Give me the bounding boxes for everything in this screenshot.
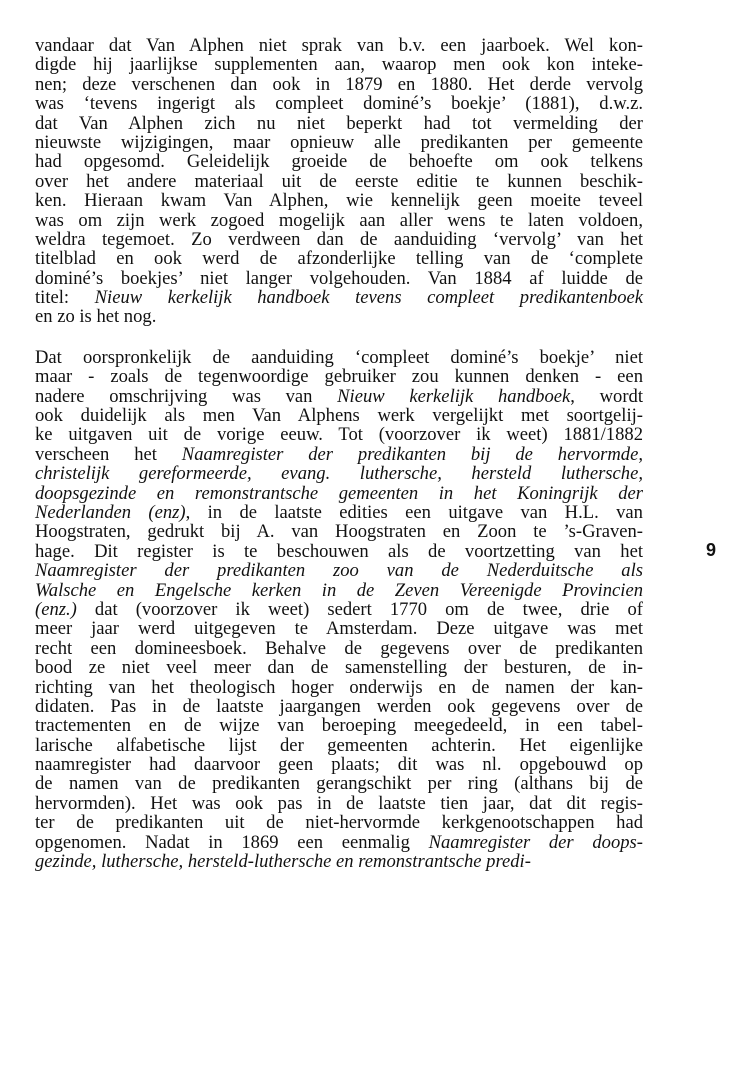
line-text: had opgesomd. Geleidelijk groeide de behoefte om ook telkens: [35, 151, 643, 173]
italic-title-text: Naamregister der doops-: [428, 831, 643, 853]
line-text: titel:: [35, 287, 95, 309]
text-line: [35, 522, 643, 541]
paragraph-gap: [35, 327, 643, 348]
text-column: [35, 36, 643, 871]
text-line: [35, 561, 643, 580]
line-text: ken. Hieraan kwam Van Alphen, wie kennelijk geen moeite teveel: [35, 190, 643, 212]
line-text: naamregister had daarvoor geen plaats; dit was nl. opgebouwd op: [35, 754, 643, 776]
italic-title-text: Naamregister der predikanten zoo van de Nederduitsche als: [35, 560, 643, 582]
line-text: verscheen het: [35, 443, 182, 465]
line-text: Dat oorspronkelijk de aanduiding ‘compleet dominé’s boekje’ niet: [35, 346, 643, 368]
italic-title-text: gezinde, luthersche, hersteld-luthersche en remonstrantsche predi-: [35, 851, 531, 873]
line-text: de namen van de predikanten gerangschikt per ring (althans bij de: [35, 773, 643, 795]
text-line: [35, 484, 643, 503]
line-text: larische alfabetische lijst der gemeenten achterin. Het eigenlijke: [35, 734, 643, 756]
text-line: [35, 774, 643, 793]
text-line: [35, 445, 643, 464]
text-line: [35, 230, 643, 249]
line-text: ook duidelijk als men Van Alphens werk vergelijkt met soortgelij-: [35, 405, 643, 427]
text-line: [35, 211, 643, 230]
line-text: opgenomen. Nadat in 1869 een eenmalig: [35, 831, 429, 853]
line-text: dominé’s boekjes’ niet langer volgehouden. Van 1884 af luidde de: [35, 267, 643, 289]
line-text: dat Van Alphen zich nu niet beperkt had tot vermelding der: [35, 112, 643, 134]
text-line: [35, 794, 643, 813]
text-line: [35, 755, 643, 774]
italic-title-text: Nederlanden (enz): [35, 501, 186, 523]
text-line: [35, 503, 643, 522]
line-text: meer jaar werd uitgegeven te Amsterdam. Deze uitgave was met: [35, 618, 643, 640]
line-text: , in de laatste edities een uitgave van H.L. van: [185, 501, 643, 523]
text-line: [35, 348, 643, 367]
italic-title-text: doopsgezinde en remonstrantsche gemeenten in het Koningrijk der: [35, 482, 643, 504]
text-line: [35, 833, 643, 852]
page-number: 9: [706, 540, 717, 560]
text-line: [35, 288, 643, 307]
italic-title-text: Naamregister der predikanten bij de hervormde,: [181, 443, 644, 465]
text-line: [35, 387, 643, 406]
text-line: [35, 307, 643, 326]
text-line: [35, 133, 643, 152]
italic-title-text: (enz.): [35, 598, 77, 620]
line-text: titelblad en ook werd de afzonderlijke telling van de ‘complete: [35, 248, 643, 270]
line-text: ter de predikanten uit de niet-hervormde kerkgenootschappen had: [35, 812, 643, 834]
line-text: richting van het theologisch hoger onderwijs en de namen der kan-: [35, 676, 643, 698]
text-line: [35, 852, 643, 871]
text-line: [35, 367, 643, 386]
line-text: was ‘tevens ingerigt als compleet dominé’s boekje’ (1881), d.w.z.: [35, 93, 643, 115]
text-line: [35, 269, 643, 288]
line-text: nadere omschrijving was van: [35, 385, 338, 407]
paragraph-2: [35, 348, 643, 872]
text-line: [35, 581, 643, 600]
paragraph-1: [35, 36, 643, 327]
text-line: [35, 600, 643, 619]
line-text: dat (voorzover ik weet) sedert 1770 om de twee, drie of: [76, 598, 643, 620]
line-text: over het andere materiaal uit de eerste editie te kunnen beschik-: [35, 170, 643, 192]
line-text: en zo is het nog.: [35, 306, 157, 328]
text-line: [35, 639, 643, 658]
text-line: [35, 425, 643, 444]
line-text: maar - zoals de tegenwoordige gebruiker zou kunnen denken - een: [35, 366, 643, 388]
text-line: [35, 249, 643, 268]
line-text: nieuwste wijzigingen, maar opnieuw alle predikanten per gemeente: [35, 131, 643, 153]
line-text: hage. Dit register is te beschouwen als de voortzetting van het: [35, 540, 643, 562]
line-text: , wordt: [570, 385, 643, 407]
line-text: nen; deze verschenen dan ook in 1879 en 1880. Het derde vervolg: [35, 73, 643, 95]
line-text: recht een domineesboek. Behalve de gegevens over de predikanten: [35, 637, 643, 659]
text-line: [35, 678, 643, 697]
text-line: [35, 542, 643, 561]
line-text: Hoogstraten, gedrukt bij A. van Hoogstraten en Zoon te ’s-Graven-: [35, 521, 643, 543]
text-line: [35, 172, 643, 191]
text-line: [35, 114, 643, 133]
line-text: didaten. Pas in de laatste jaargangen werden ook gegevens over de: [35, 695, 643, 717]
text-line: [35, 813, 643, 832]
text-line: [35, 619, 643, 638]
line-text: hervormden). Het was ook pas in de laatste tien jaar, dat dit regis-: [35, 792, 643, 814]
text-line: [35, 55, 643, 74]
text-line: [35, 658, 643, 677]
text-line: [35, 75, 643, 94]
italic-title-text: Nieuw kerkelijk handboek tevens compleet predikantenboek: [94, 287, 643, 309]
text-line: [35, 406, 643, 425]
line-text: tractementen en de wijze van beroeping meegedeeld, in een tabel-: [35, 715, 643, 737]
text-line: [35, 36, 643, 55]
italic-title-text: christelijk gereformeerde, evang. luthersche, hersteld luthersche,: [35, 463, 643, 485]
text-line: [35, 94, 643, 113]
text-line: [35, 716, 643, 735]
line-text: was om zijn werk zogoed mogelijk aan aller wens te laten voldoen,: [35, 209, 643, 231]
line-text: vandaar dat Van Alphen niet sprak van b.v. een jaarboek. Wel kon-: [35, 35, 643, 56]
line-text: bood ze niet veel meer dan de samenstelling der besturen, de in-: [35, 657, 643, 679]
line-text: digde hij jaarlijkse supplementen aan, waarop men ook kon inteke-: [35, 54, 643, 76]
text-line: [35, 152, 643, 171]
italic-title-text: Walsche en Engelsche kerken in de Zeven Vereenigde Provincien: [35, 579, 643, 601]
line-text: ke uitgaven uit de vorige eeuw. Tot (voorzover ik weet) 1881/1882: [35, 424, 643, 446]
text-line: [35, 464, 643, 483]
text-line: [35, 191, 643, 210]
text-line: [35, 736, 643, 755]
line-text: weldra tegemoet. Zo verdween dan de aanduiding ‘vervolg’ van het: [35, 228, 643, 250]
italic-title-text: Nieuw kerkelijk handboek: [337, 385, 571, 407]
text-line: [35, 697, 643, 716]
